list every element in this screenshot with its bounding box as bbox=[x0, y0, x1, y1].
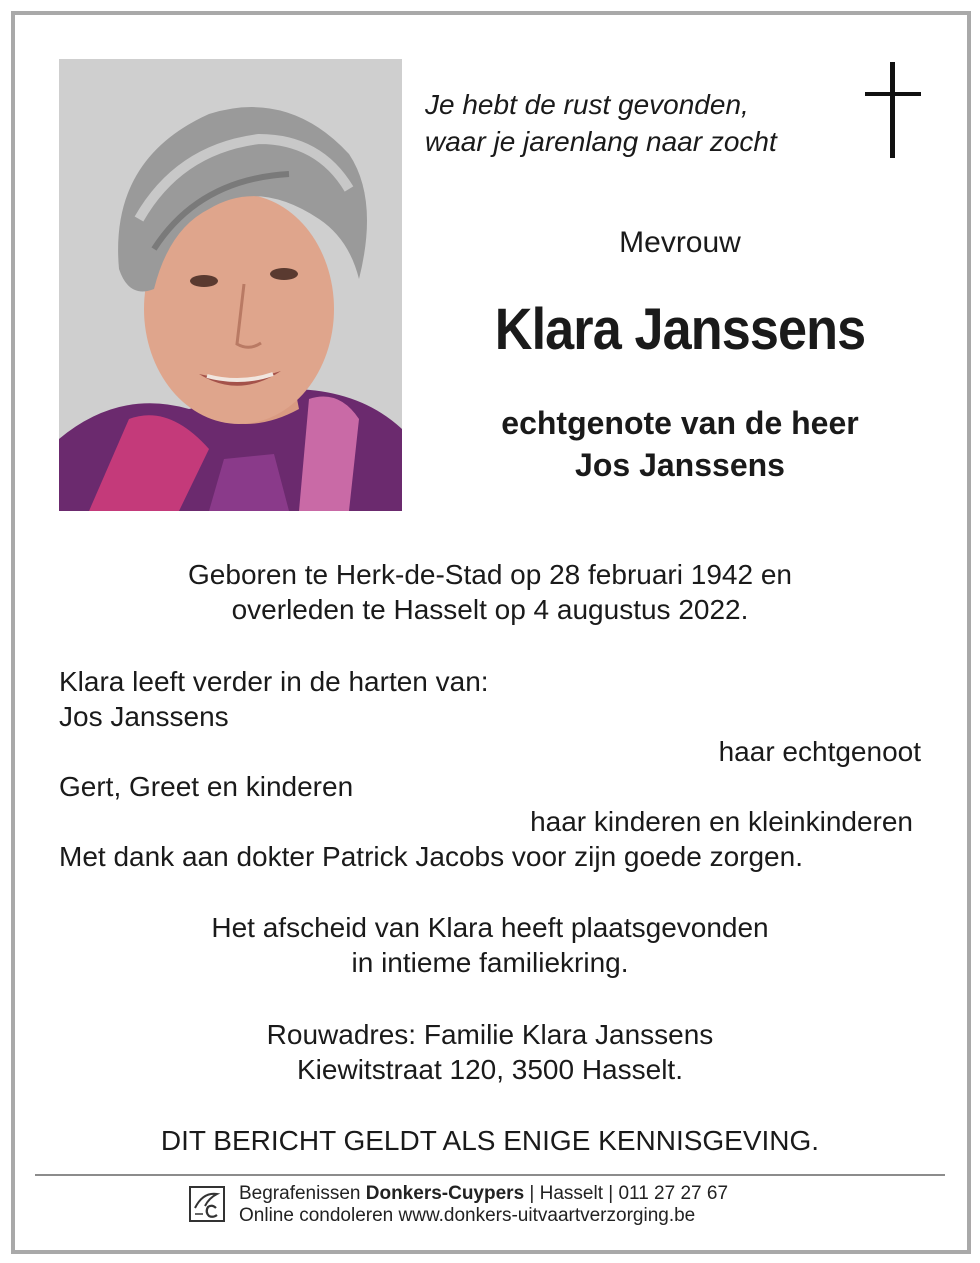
portrait-photo bbox=[59, 59, 402, 511]
survivor-name-1: Jos Janssens bbox=[59, 701, 229, 732]
survivor-relation-1: haar echtgenoot bbox=[718, 736, 921, 767]
thanks-line: Met dank aan dokter Patrick Jacobs voor zijn goede zorgen. bbox=[59, 841, 803, 872]
funeral-home-company: Donkers-Cuypers bbox=[365, 1183, 525, 1204]
cross-icon bbox=[865, 62, 921, 158]
born-line-2: overleden te Hasselt op 4 augustus 2022. bbox=[231, 594, 749, 625]
funeral-home-prefix: Begrafenissen bbox=[239, 1183, 361, 1204]
spouse-line-1: echtgenote van de heer bbox=[501, 405, 859, 441]
funeral-home-location-phone: | Hasselt | 011 27 27 67 bbox=[529, 1183, 729, 1204]
address-line-1: Rouwadres: Familie Klara Janssens bbox=[266, 1019, 714, 1050]
lives-on-heading: Klara leeft verder in de harten van: bbox=[59, 666, 489, 697]
footer-divider bbox=[35, 1174, 945, 1176]
deceased-name: Klara Janssens bbox=[494, 297, 866, 362]
farewell-line-1: Het afscheid van Klara heeft plaatsgevonden bbox=[211, 912, 769, 943]
memorial-quote bbox=[425, 86, 777, 160]
spouse-line-2: Jos Janssens bbox=[575, 447, 785, 483]
honorific-title: Mevrouw bbox=[619, 226, 741, 259]
farewell-line-2: in intieme familiekring. bbox=[351, 947, 629, 978]
closing-statement: DIT BERICHT GELDT ALS ENIGE KENNISGEVING. bbox=[160, 1125, 820, 1156]
spouse-info bbox=[430, 402, 930, 486]
farewell-info bbox=[0, 910, 980, 980]
funeral-home-line bbox=[239, 1183, 728, 1205]
birth-death-info bbox=[0, 557, 980, 627]
address-line-2: Kiewitstraat 120, 3500 Hasselt. bbox=[297, 1054, 683, 1085]
online-condolence-line: Online condoleren www.donkers-uitvaartverzorging.be bbox=[239, 1205, 696, 1226]
quote-line-2: waar je jarenlang naar zocht bbox=[425, 126, 777, 157]
survivor-relation-2: haar kinderen en kleinkinderen bbox=[530, 806, 913, 837]
mourning-address bbox=[0, 1017, 980, 1087]
funeral-home-logo-icon bbox=[189, 1186, 225, 1222]
born-line-1: Geboren te Herk-de-Stad op 28 februari 1942 en bbox=[188, 559, 792, 590]
survivor-name-2: Gert, Greet en kinderen bbox=[59, 771, 354, 802]
quote-line-1: Je hebt de rust gevonden, bbox=[425, 89, 749, 120]
funeral-home-info bbox=[239, 1183, 728, 1227]
